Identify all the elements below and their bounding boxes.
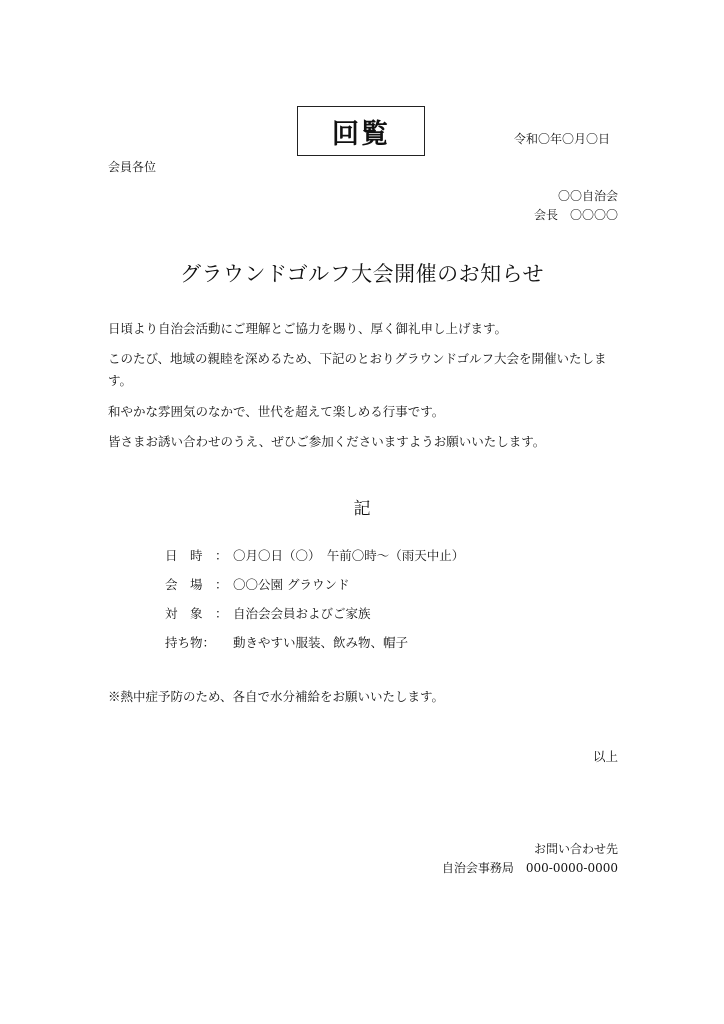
detail-row-venue <box>165 569 464 598</box>
detail-label: 持ち物： <box>165 634 216 650</box>
detail-row-belongings <box>165 627 464 656</box>
detail-row-datetime <box>165 540 464 569</box>
ki-heading: 記 <box>353 499 371 519</box>
body-paragraph: 日頃より自治会活動にご理解とご協力を賜り、厚く御礼申し上げます。 <box>108 321 508 336</box>
circulation-label: 回覧 <box>332 118 390 150</box>
document-date: 令和〇年〇月〇日 <box>514 132 611 146</box>
closing-mark: 以上 <box>592 749 618 764</box>
detail-value: 〇月〇日（〇） 午前〇時～（雨天中止） <box>233 547 465 563</box>
contact-heading: お問い合わせ先 <box>533 842 618 856</box>
event-details <box>165 540 464 656</box>
document-title: グラウンドゴルフ大会開催のお知らせ <box>179 262 545 286</box>
sender-organization: 〇〇自治会 <box>557 189 618 203</box>
sender-name: 会長 〇〇〇〇 <box>533 208 618 222</box>
detail-label: 日 時 ： <box>165 547 228 563</box>
circulation-stamp <box>297 106 425 156</box>
recipient: 会員各位 <box>108 160 157 174</box>
contact-line: 自治会事務局 000-0000-0000 <box>441 861 618 875</box>
detail-label: 対 象 ： <box>165 605 228 621</box>
heatstroke-note: ※熱中症予防のため、各自で水分補給をお願いいたします。 <box>108 689 445 704</box>
detail-label: 会 場 ： <box>165 576 228 592</box>
detail-value: 動きやすい服装、飲み物、帽子 <box>233 634 409 650</box>
detail-value: 自治会会員およびご家族 <box>233 605 371 621</box>
detail-value: 〇〇公園 グラウンド <box>233 576 350 592</box>
body-paragraph: 和やかな雰囲気のなかで、世代を超えて楽しめる行事です。 <box>108 404 445 419</box>
body-paragraph: このたび、地域の親睦を深めるため、下記のとおりグラウンドゴルフ大会を開催いたします。 <box>108 351 607 388</box>
detail-row-target <box>165 598 464 627</box>
body-paragraph: 皆さまお誘い合わせのうえ、ぜひご参加くださいますようお願いいたします。 <box>108 434 546 449</box>
